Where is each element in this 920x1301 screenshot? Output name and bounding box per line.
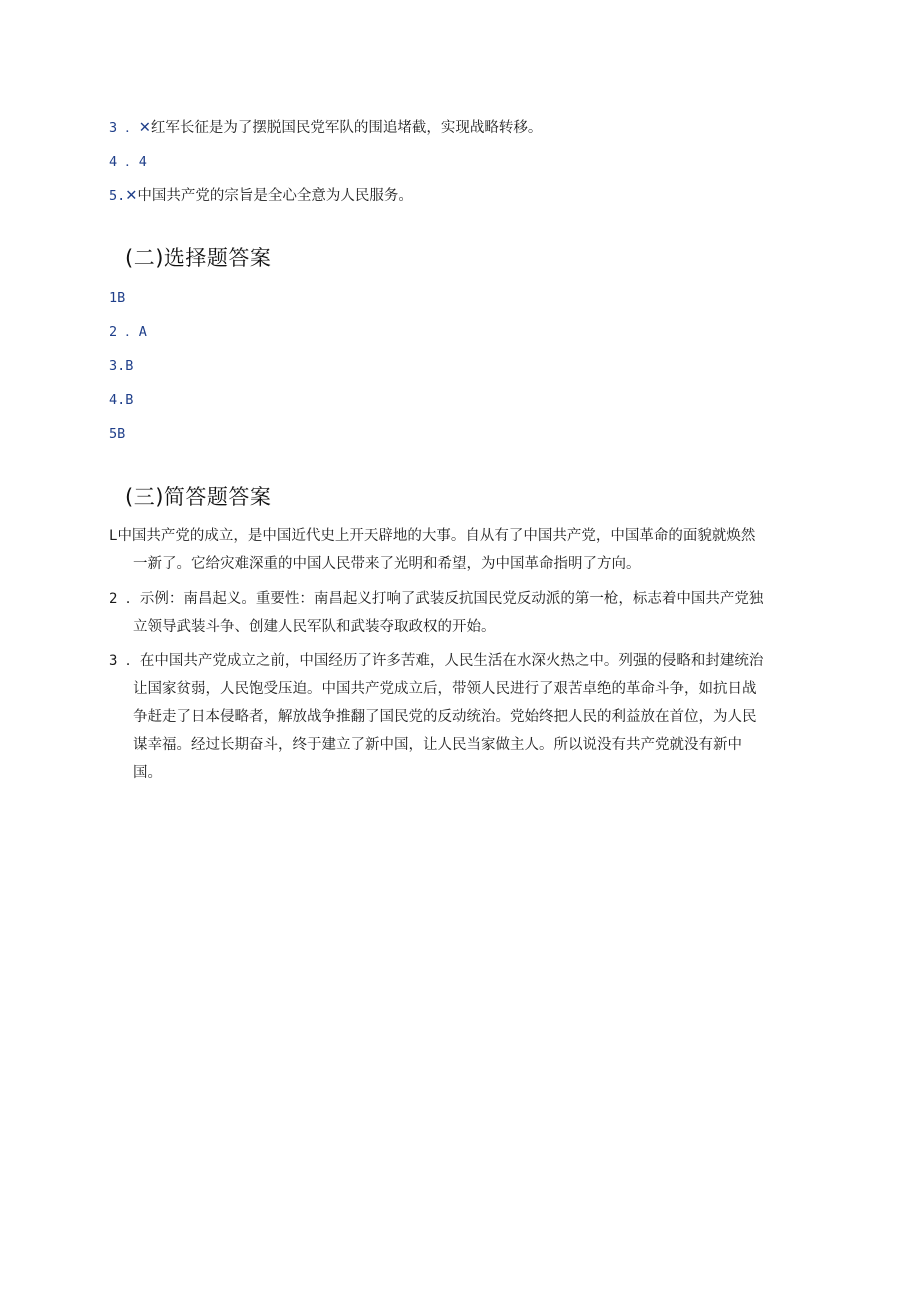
choice-answer-value: B: [125, 358, 134, 374]
paragraph-line: 立领导武装斗争、创建人民军队和武装夺取政权的开始。: [133, 619, 496, 635]
short-answer-3: [109, 647, 809, 787]
tf-answer-number: 4 ．: [109, 154, 139, 170]
choice-answer-1: [109, 288, 125, 308]
paragraph-line: 谋幸福。经过长期奋斗，终于建立了新中国，让人民当家做主人。所以说没有共产党就没有新中: [133, 737, 742, 753]
tf-answer-mark: 4: [138, 154, 147, 170]
answer-number: L: [109, 528, 118, 544]
answer-number: 2 ．: [109, 591, 140, 607]
answer-number: 3 ．: [109, 653, 140, 669]
short-answer-1: [109, 522, 809, 578]
choice-answer-number: 5: [109, 426, 118, 442]
paragraph-text: 示例：南昌起义。重要性：南昌起义打响了武装反抗国民党反动派的第一枪，标志着中国共产党独: [139, 591, 764, 607]
paragraph-first-line: [109, 585, 809, 613]
paragraph-text: 在中国共产党成立之前，中国经历了许多苦难，人民生活在水深火热之中。列强的侵略和封建统治: [139, 653, 764, 669]
paragraph-first-line: [109, 647, 809, 675]
choice-answer-number: 1: [109, 290, 118, 306]
tf-answer-5: [109, 186, 413, 206]
choice-answer-value: A: [138, 324, 147, 340]
choice-answer-4: [109, 390, 133, 410]
choice-answer-value: B: [117, 426, 126, 442]
paragraph-first-line: [109, 522, 809, 550]
tf-answer-4: [109, 152, 147, 172]
choice-answer-number: 2 ．: [109, 324, 139, 340]
short-answer-2: [109, 585, 809, 641]
tf-answer-3: [109, 118, 542, 138]
paragraph-text: 中国共产党的成立，是中国近代史上开天辟地的大事。自从有了中国共产党，中国革命的面貌就焕然: [117, 528, 756, 544]
choice-answer-5: [109, 424, 125, 444]
choice-answer-2: [109, 322, 147, 342]
cross-mark-icon: ✕: [138, 120, 151, 136]
tf-answer-text: 红军长征是为了摆脱国民党军队的围追堵截，实现战略转移。: [150, 120, 543, 136]
paragraph-line: 一新了。它给灾难深重的中国人民带来了光明和希望，为中国革命指明了方向。: [133, 556, 641, 572]
paragraph-line: 让国家贫弱，人民饱受压迫。中国共产党成立后，带领人民进行了艰苦卓绝的革命斗争，如抗日战: [133, 681, 757, 697]
paragraph-line: 争赶走了日本侵略者，解放战争推翻了国民党的反动统治。党始终把人民的利益放在首位，为人民: [133, 709, 757, 725]
cross-mark-icon: ✕: [125, 188, 138, 204]
tf-answer-text: 中国共产党的宗旨是全心全意为人民服务。: [137, 188, 413, 204]
choice-answer-value: B: [125, 392, 134, 408]
choice-answer-number: 3.: [109, 358, 126, 374]
section-title-short-answer: (三)简答题答案: [125, 485, 272, 509]
tf-answer-number: 5.: [109, 188, 126, 204]
tf-answer-number: 3 ．: [109, 120, 139, 136]
section-title-choice: (二)选择题答案: [125, 246, 272, 270]
choice-answer-number: 4.: [109, 392, 126, 408]
choice-answer-3: [109, 356, 133, 376]
choice-answer-value: B: [117, 290, 126, 306]
paragraph-line: 国。: [133, 765, 162, 781]
